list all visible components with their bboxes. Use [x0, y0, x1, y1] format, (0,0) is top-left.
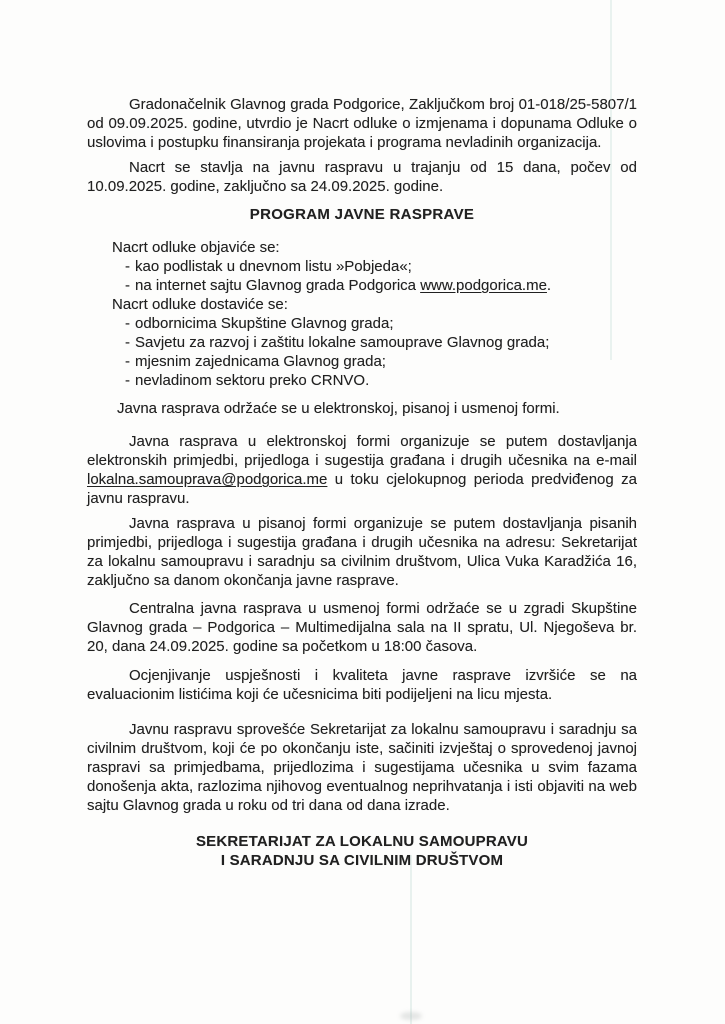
dash-bullet: -	[125, 334, 130, 351]
list-item-councilors	[87, 314, 637, 333]
website-item-post-text: .	[546, 277, 552, 294]
list-item-text: nevladinom sektoru preko CRNVO.	[135, 372, 370, 389]
paragraph-oral-form: Centralna javna rasprava u usmenoj formi održaće se u zgradi Skupštine Glavnog grada – Podgorica – Multimedijalna sala na II spratu, Ul. Njegoševa br. 20, dana 24.09.2025. godine sa početkom u 18:00 časova.	[87, 600, 637, 655]
deliver-list	[87, 314, 637, 390]
signature-line-1: SEKRETARIJAT ZA LOKALNU SAMOUPRAVU	[195, 833, 529, 850]
list-item-text: kao podlistak u dnevnom listu »Pobjeda«;	[135, 258, 412, 275]
dash-bullet: -	[125, 315, 130, 332]
list-item-ngo-sector	[87, 371, 637, 390]
document-title: PROGRAM JAVNE RASPRAVE	[249, 206, 475, 223]
signature-line-2: I SARADNJU SA CIVILNIM DRUŠTVOM	[220, 852, 504, 869]
list-item-pobjeda	[87, 257, 637, 276]
paragraph-written-form: Javna rasprava u pisanoj formi organizuje se putem dostavljanja pisanih primjedbi, prijedloga i sugestija građana i drugih učesnika na adresu: Sekretarijat za lokalnu samoupravu i saradnju sa civilnim društvom, Ulica Vuka Karadžića 16, zaključno sa danom okončanja javne rasprave.	[87, 515, 637, 589]
paragraph-hearing-duration: Nacrt se stavlja na javnu raspravu u trajanju od 15 dana, počev od 10.09.2025. godine, zaključno sa 24.09.2025. godine.	[87, 159, 637, 195]
paragraph-evaluation: Ocjenjivanje uspješnosti i kvaliteta javne rasprave izvršiće se na evaluacionim listićima koji će učesnicima biti podijeljeni na licu mjesta.	[87, 667, 637, 703]
dash-bullet: -	[125, 372, 130, 389]
electronic-pre-text: Javna rasprava u elektronskoj formi organizuje se putem dostavljanja elektronskih primjedbi, prijedloga i sugestija građana i drugih učesnika na e-mail	[87, 433, 637, 469]
email-link[interactable]: lokalna.samouprava@podgorica.me	[87, 471, 328, 488]
list-item-text: Savjetu za razvoj i zaštitu lokalne samouprave Glavnog grada;	[135, 334, 550, 351]
list-item-communities	[87, 352, 637, 371]
list-item-text	[135, 276, 637, 295]
paragraph-decision-intro: Gradonačelnik Glavnog grada Podgorice, Zaključkom broj 01-018/25-5807/1 od 09.09.2025. godine, utvrdio je Nacrt odluke o izmjenama i dopunama Odluke o uslovima i postupku finansiranja projekata i programa nevladinih organizacija.	[87, 96, 637, 151]
publish-list-intro: Nacrt odluke objaviće se:	[112, 239, 280, 256]
paragraph-hearing-forms: Javna rasprava održaće se u elektronskoj, pisanoj i usmenoj formi.	[117, 400, 560, 417]
electronic-post-text: u toku cjelokupnog perioda predviđenog za javnu raspravu.	[87, 471, 637, 507]
deliver-list-intro: Nacrt odluke dostaviće se:	[112, 296, 288, 313]
dash-bullet: -	[125, 258, 130, 275]
paragraph-electronic-form	[87, 432, 637, 508]
publish-list	[87, 257, 637, 295]
podgorica-website-link[interactable]: www.podgorica.me	[420, 277, 547, 294]
website-item-pre-text: na internet sajtu Glavnog grada Podgorica	[135, 277, 421, 294]
list-item-text: mjesnim zajednicama Glavnog grada;	[135, 353, 386, 370]
paragraph-report: Javnu raspravu sprovešće Sekretarijat za lokalnu samoupravu i saradnju sa civilnim društvom, koji će po okončanju iste, sačiniti izvještaj o sprovedenoj javnoj raspravi sa primjedbama, prijedlozima i sugestijama učesnika u svim fazama donošenja akta, razlozima njihovog eventualnog neprihvatanja i isti objaviti na web sajtu Glavnog grada u roku od tri dana od dana izrade.	[87, 721, 637, 814]
signature-block	[87, 832, 637, 870]
list-item-council	[87, 333, 637, 352]
dash-bullet: -	[125, 277, 130, 294]
list-item-website	[87, 276, 637, 295]
list-item-text: odbornicima Skupštine Glavnog grada;	[135, 315, 394, 332]
dash-bullet: -	[125, 353, 130, 370]
